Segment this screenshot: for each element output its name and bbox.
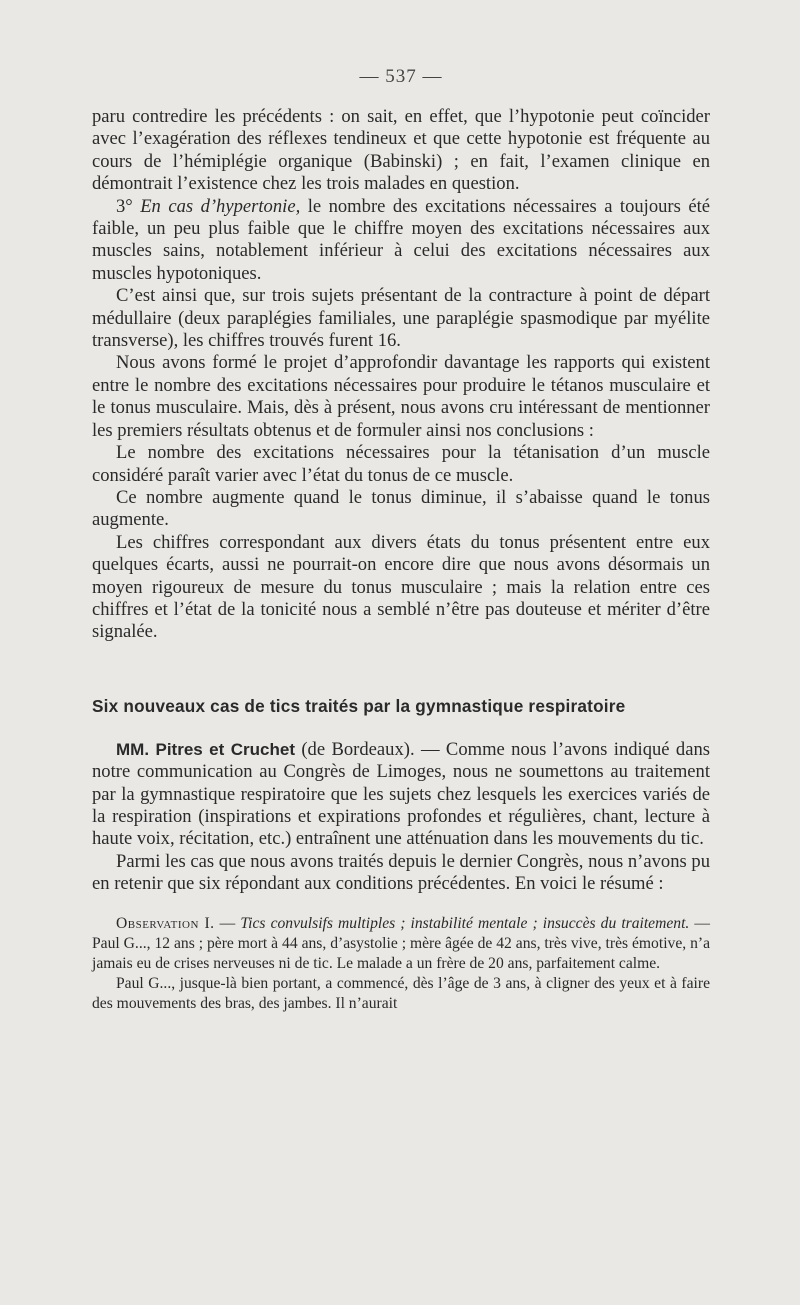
observation-paragraph: [92, 914, 710, 974]
observation-text: — Paul G..., 12 ans ; père mort à 44 ans, d’asystolie ; mère âgée de 42 ans, très vive, très émotive, n’a jamais eu de crises nerveuses ni de tic. Le malade a un frère de 20 ans, parfaitement calme.: [92, 914, 711, 972]
page-number: — 537 —: [359, 66, 443, 87]
item-text: le nombre des excitations nécessaires a toujours été faible, un peu plus faible que le chiffre moyen des excitations nécessaires aux muscles sains, notablement inférieur à celui des excitations nécessaires aux muscles hypotoniques.: [92, 195, 710, 284]
observation-title: Tics convulsifs multiples ; instabilité mentale ; insuccès du traitement.: [240, 914, 690, 932]
paragraph-contracture: C’est ainsi que, sur trois sujets présentant de la contracture à point de départ médullaire (deux paraplégies familiales, une paraplégie spasmodique par myélite transverse), les chiffres trouvés furent 16.: [92, 285, 710, 352]
paragraph-authors: [92, 739, 710, 851]
paragraph-conclusion-2: Ce nombre augmente quand le tonus diminue, il s’abaisse quand le tonus augmente.: [92, 486, 710, 531]
paragraph-parmi: Parmi les cas que nous avons traités depuis le dernier Congrès, nous n’avons pu en retenir que six répondant aux conditions précédentes. En voici le résumé :: [92, 850, 710, 895]
paragraph-conclusion-1: Le nombre des excitations nécessaires pour la tétanisation d’un muscle considéré paraît varier avec l’état du tonus de ce muscle.: [92, 442, 710, 486]
observation-label: Observation I.: [116, 914, 215, 932]
item-title: En cas d’hypertonie,: [140, 195, 301, 217]
item-number: 3°: [116, 195, 141, 217]
paragraph-hypertonie: [92, 196, 710, 286]
section-heading: Six nouveaux cas de tics traités par la gymnastique respiratoire: [92, 695, 626, 716]
observation-dash: —: [214, 914, 241, 932]
paragraph-hypotonie: paru contredire les précédents : on sait, en effet, que l’hypotonie peut coïncider avec l’exagération des réflexes tendineux et que cette hypotonie est fréquente au cours de l’hémiplégie organique (Babinski) ; en fait, l’examen clinique en démontrait l’existence chez les trois malades en question.: [92, 106, 710, 195]
authors-text: (de Bordeaux). — Comme nous l’avons indiqué dans notre communication au Congrès de Limoges, nous ne soumettons au traitement par la gymnastique respiratoire que les sujets chez lesquels les exercices variés de la respiration (inspirations et expirations profondes et régulières, chant, lecture à haute voix, récitation, etc.) entraînent une atténuation dans les mouvements du tic.: [92, 738, 711, 850]
paragraph-conclusion-3: Les chiffres correspondant aux divers états du tonus présentent entre eux quelques écarts, aussi ne pourrait-on encore dire que nous avons désormais un moyen rigoureux de mesure du tonus musculaire ; mais la relation entre ces chiffres et l’état de la tonicité nous a semblé n’être pas douteuse et mériter d’être signalée.: [92, 531, 710, 643]
authors: MM. Pitres et Cruchet: [116, 739, 295, 759]
paragraph-projet: Nous avons formé le projet d’approfondir davantage les rapports qui existent entre le nombre des excitations nécessaires pour produire le tétanos musculaire et le tonus musculaire. Mais, dès à présent, nous avons cru intéressant de mentionner les premiers résultats obtenus et de formuler ainsi nos conclusions :: [92, 352, 710, 441]
observation-continuation: Paul G..., jusque-là bien portant, a commencé, dès l’âge de 3 ans, à cligner des yeux et à faire des mouvements des bras, des jambes. Il n’aurait: [92, 974, 710, 1012]
